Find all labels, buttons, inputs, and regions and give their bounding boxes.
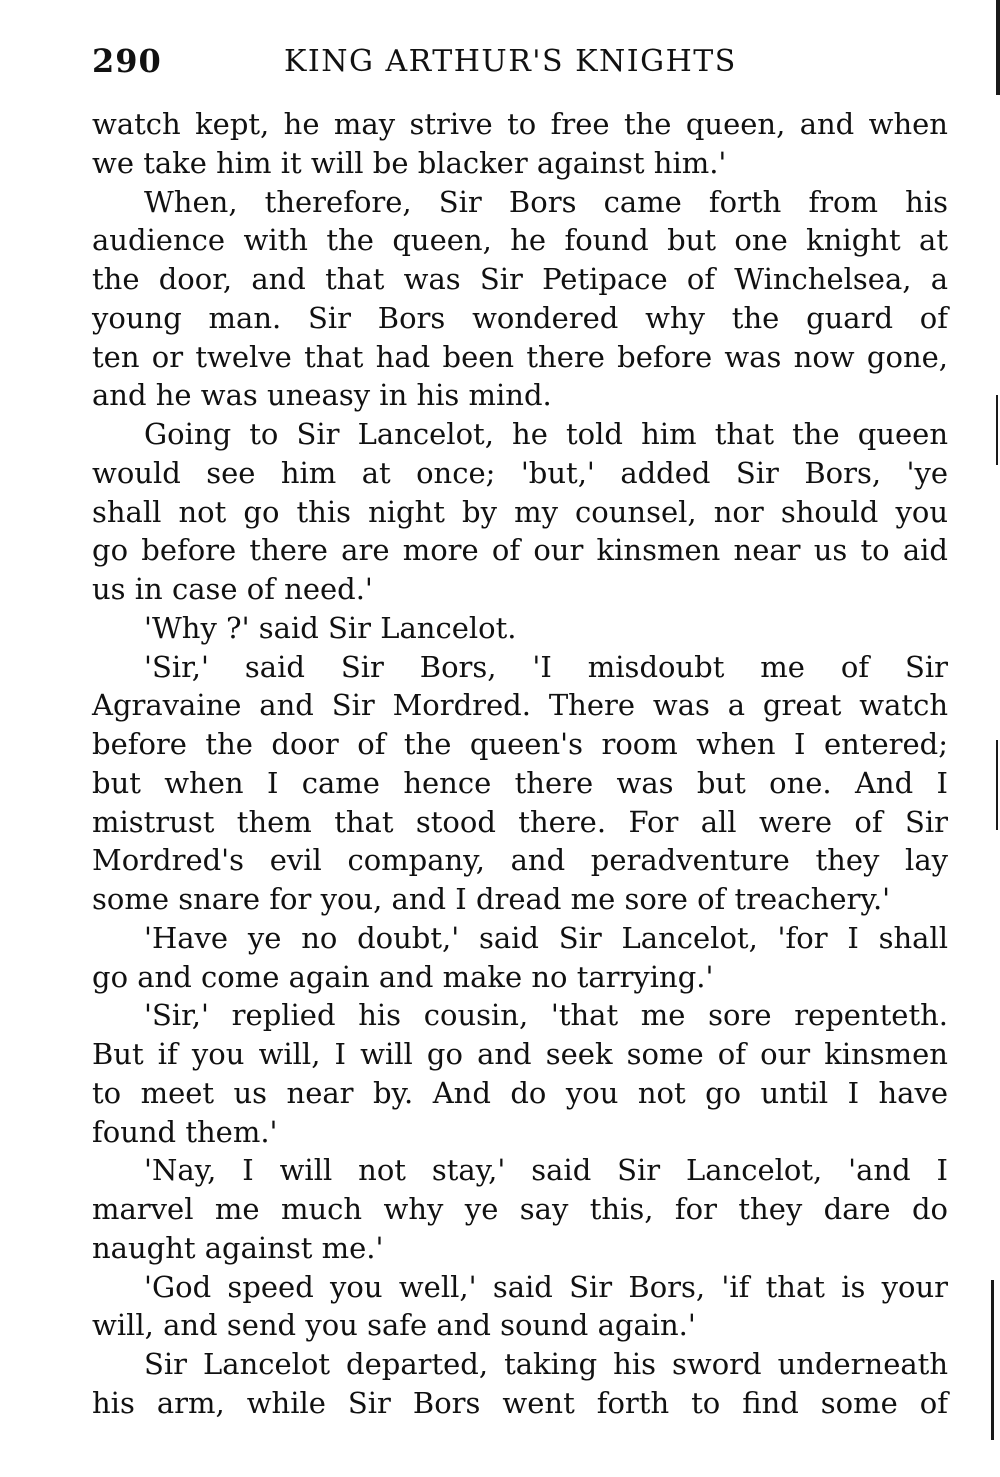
text-line: audience with the queen, he found but one knight at xyxy=(92,223,948,258)
text-line: 'Why ?' said Sir Lancelot. xyxy=(144,610,517,645)
text-line: found them.' xyxy=(92,1114,278,1149)
text-line: young man. Sir Bors wondered why the guard of xyxy=(92,300,948,335)
text-line: watch kept, he may strive to free the queen, and when xyxy=(92,107,948,141)
text-line: before the door of the queen's room when I entered; xyxy=(92,727,948,761)
page-header xyxy=(92,42,782,90)
text-line: and he was uneasy in his mind. xyxy=(92,378,552,413)
scan-edge-mark xyxy=(996,740,998,830)
text-line: 'Sir,' said Sir Bors, 'I misdoubt me of Sir xyxy=(144,649,948,684)
text-line: But if you will, I will go and seek some of our kinsmen xyxy=(92,1037,948,1071)
running-title: KING ARTHUR'S KNIGHTS xyxy=(284,44,737,79)
text-line: shall not go this night by my counsel, nor should you xyxy=(92,494,948,529)
text-line: 'Have ye no doubt,' said Sir Lancelot, 'for I shall xyxy=(144,920,948,955)
text-line: Mordred's evil company, and peradventure they lay xyxy=(92,843,948,878)
text-line: but when I came hence there was but one. And I xyxy=(92,765,948,800)
text-line: his arm, while Sir Bors went forth to find some of xyxy=(92,1385,948,1420)
text-line: 'God speed you well,' said Sir Bors, 'if that is your xyxy=(144,1269,948,1304)
scan-edge-mark xyxy=(996,395,998,465)
text-line: will, and send you safe and sound again.' xyxy=(92,1308,696,1343)
text-line: go and come again and make no tarrying.' xyxy=(92,959,714,994)
page-number: 290 xyxy=(92,42,162,80)
text-line: to meet us near by. And do you not go until I have xyxy=(92,1075,948,1110)
scan-edge-mark xyxy=(991,1280,994,1440)
text-line: Agravaine and Sir Mordred. There was a great watch xyxy=(92,688,948,723)
text-line: ten or twelve that had been there before was now gone, xyxy=(92,339,948,374)
text-line: would see him at once; 'but,' added Sir Bors, 'ye xyxy=(92,455,948,490)
body-text xyxy=(92,105,948,1423)
text-line: the door, and that was Sir Petipace of Winchelsea, a xyxy=(92,262,948,296)
text-line: Sir Lancelot departed, taking his sword underneath xyxy=(144,1347,948,1381)
text-line: When, therefore, Sir Bors came forth from his xyxy=(144,184,948,219)
scan-edge-mark xyxy=(996,0,1000,95)
text-line: 'Sir,' replied his cousin, 'that me sore repenteth. xyxy=(144,998,948,1033)
text-line: we take him it will be blacker against him.' xyxy=(92,145,727,180)
text-line: Going to Sir Lancelot, he told him that the queen xyxy=(144,417,948,451)
text-line: 'Nay, I will not stay,' said Sir Lancelot, 'and I xyxy=(144,1153,948,1188)
text-line: marvel me much why ye say this, for they dare do xyxy=(92,1192,948,1226)
text-line: us in case of need.' xyxy=(92,572,373,606)
text-line: naught against me.' xyxy=(92,1230,384,1265)
text-line: some snare for you, and I dread me sore of treachery.' xyxy=(92,882,891,916)
text-line: mistrust them that stood there. For all were of Sir xyxy=(92,804,948,839)
text-line: go before there are more of our kinsmen near us to aid xyxy=(92,533,948,568)
